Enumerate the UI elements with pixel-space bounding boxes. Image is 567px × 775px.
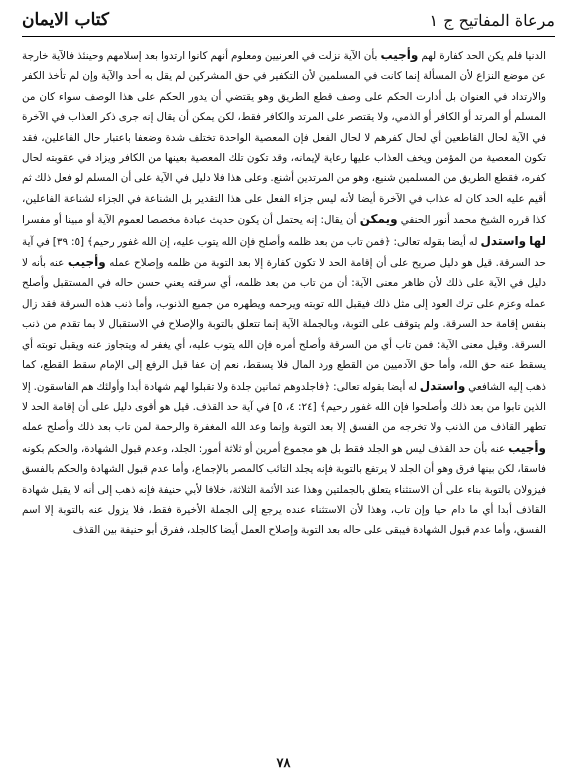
chapter-title: كتاب الايمان (22, 10, 109, 30)
text-run: له أيضا بقوله تعالى: ﴿فاجلدوهم ثمانين جلدة ولا تقبلوا لهم شهادة أبدا وأولئك هم الفاسقون. إلا الذين تابوا من بعد ذلك وأصلحوا فإن الله غفور رحيم﴾ [٢٤: ٤، ٥] في آية حد القذف. قيل هو أقوى دليل على أن إقامة الحد لا تطهر القاذف من الذنب ولا تخرجه من الفسق إلا بعد التوبة وإنما وعد الله المغفرة والرحمة لمن تاب بعد ذلك وأصلح عمله (22, 380, 546, 434)
keyword-ujib: وأجيب (508, 440, 546, 455)
header-divider (22, 36, 555, 37)
main-text-block (22, 45, 546, 755)
keyword-istudil: واستدل (419, 378, 466, 393)
keyword-ujib: وأجيب (380, 48, 419, 62)
keyword-istudil: واستدل (480, 233, 527, 248)
keyword-ujib: وأجيب (67, 255, 106, 270)
commentary-paragraph (22, 45, 546, 541)
book-title: مرعاة المفاتيح ج ١ (429, 11, 555, 30)
keyword-yumkin: ويمكن (359, 212, 398, 227)
text-run: أن يقال: إنه يحتمل أن يكون حديث عبادة مخصصا لعموم الآية أو مبينا أو مفسرا (22, 214, 357, 227)
text-run: بأن الآية نزلت في العرنيين ومعلوم أنهم كانوا ارتدوا بعد إسلامهم وحينئذ فالآية خارجة عن موضع النزاع لأن المسألة إنما كانت في المسلمين لأن التكفير في حق المشركين لم يقل به أحد والآية وإن لم تأخذ الكفر والارتداد في العنوان بل أدارت الحكم على وصف قطع الطريق وهو يقتضي أن يدور الحكم على هذا الوصف سواء كان من المسلم أو المرتد أو الكافر أو الذمي، ولا يقتصر على المرتد والكافر فقط، لكن يمكن أن يقال إنه جرى ذكر العذاب في الآخرة في الآية لحال القاطعين أي لحال كفرهم لا لحال الفعل فإن المعصية الواحدة تختلف شدة وضعفا باعتبار حال الفاعلين، فقد تكون المعصية من المؤمن ويخف العذاب عليها رعاية لإيمانه، وقد تكون تلك المعصية بعينها من الكافر ويزاد في عقوبته لحال كفره، فقطع الطريق من المسلمين شنيع، وهو من المرتدين أشنع. وعلى هذا فلا دليل في الآية على أن المسلم لو فعل ذلك ثم أقيم عليه الحد كان له عذاب في الآخرة أيضا لأنه ليس جزاء الفعل على هذا التقدير بل الشناعة في الجزاء لشناعة الفاعلين، كذا قرره الشيخ محمد أنور الحنفي (22, 50, 546, 227)
text-run: عنه بأنه لا دليل في الآية على ذلك لأن ظاهر معنى الآية: أن من تاب من بعد ظلمه، أي سرقته يعني حسن حاله في المستقبل وأصلح عمله وعزم على ترك العود إلى مثل ذلك فيقبل الله توبته ويرحمه ويطهره من جميع الذنوب، وأما ذنب هذه السرقة فقد زال بنفس إقامة حد السرقة. ولم يتوقف على التوبة، وبالجملة الآية إنما تتعلق بالتوبة والإصلاح في الاستقبال لا بما تقدم من ذنب السرقة. وقيل معنى الآية: فمن تاب أي من السرقة وأصلح أمره فإن الله يتوب عليه، أي يغفر له ويتجاوز عنه ويقبل توبته أي يسقط عنه حق الله، وأما حق الآدميين من القطع ورد المال فلا يسقط، نعم إن عفا قبل الرفع إلى الإمام سقط القطع، كما ذهب إليه الشافعي (22, 257, 546, 393)
text-run: الدنيا فلم يكن الحد كفارة لهم (421, 50, 546, 62)
text-run: له أيضا بقوله تعالى: ﴿فمن تاب من بعد ظلمه وأصلح فإن الله يتوب عليه، إن الله غفور رحيم﴾ [٥: ٣٩] في آية حد السرقة. قيل هو دليل صريح على أن إقامة الحد لا تكون كفارة إلا بعد التوبة من ظلمه وإصلاح عمله (22, 235, 546, 270)
running-header (22, 10, 555, 32)
page-number: ٧٨ (276, 756, 291, 771)
text-run: عنه بأن حد القذف ليس هو الجلد فقط بل هو مجموع أمرين أو ثلاثة أمور: الجلد، وعدم قبول الشهادة، والحكم بكونه فاسقا، لكن بينها فرق وهو أن الجلد لا يرتفع بالتوبة فإنه يجلد التائب كالمصر بالإجماع، وأما عدم قبول الشهادة والحكم بالفسق فيزولان بالتوبة بناء على أن الاستثناء يتعلق بالجملتين وهذا عند الأئمة الثلاثة، خلافا لأبي حنيفة فإنه ذهب إلى أنه لا يقبل شهادة القاذف أبدا أي ما دام حيا وإن تاب، وهذا لأن الاستثناء عنده يرجع إلى الجملة الأخيرة فقط، فلا يزول عنه بالتوبة إلا اسم الفسق، وأما عدم قبول الشهادة فيبقى على حاله بعد التوبة وإصلاح العمل أيضا كالجلد، ففرق أبو حنيفة بين القذف (22, 442, 546, 537)
keyword-laha: لها (529, 233, 546, 248)
